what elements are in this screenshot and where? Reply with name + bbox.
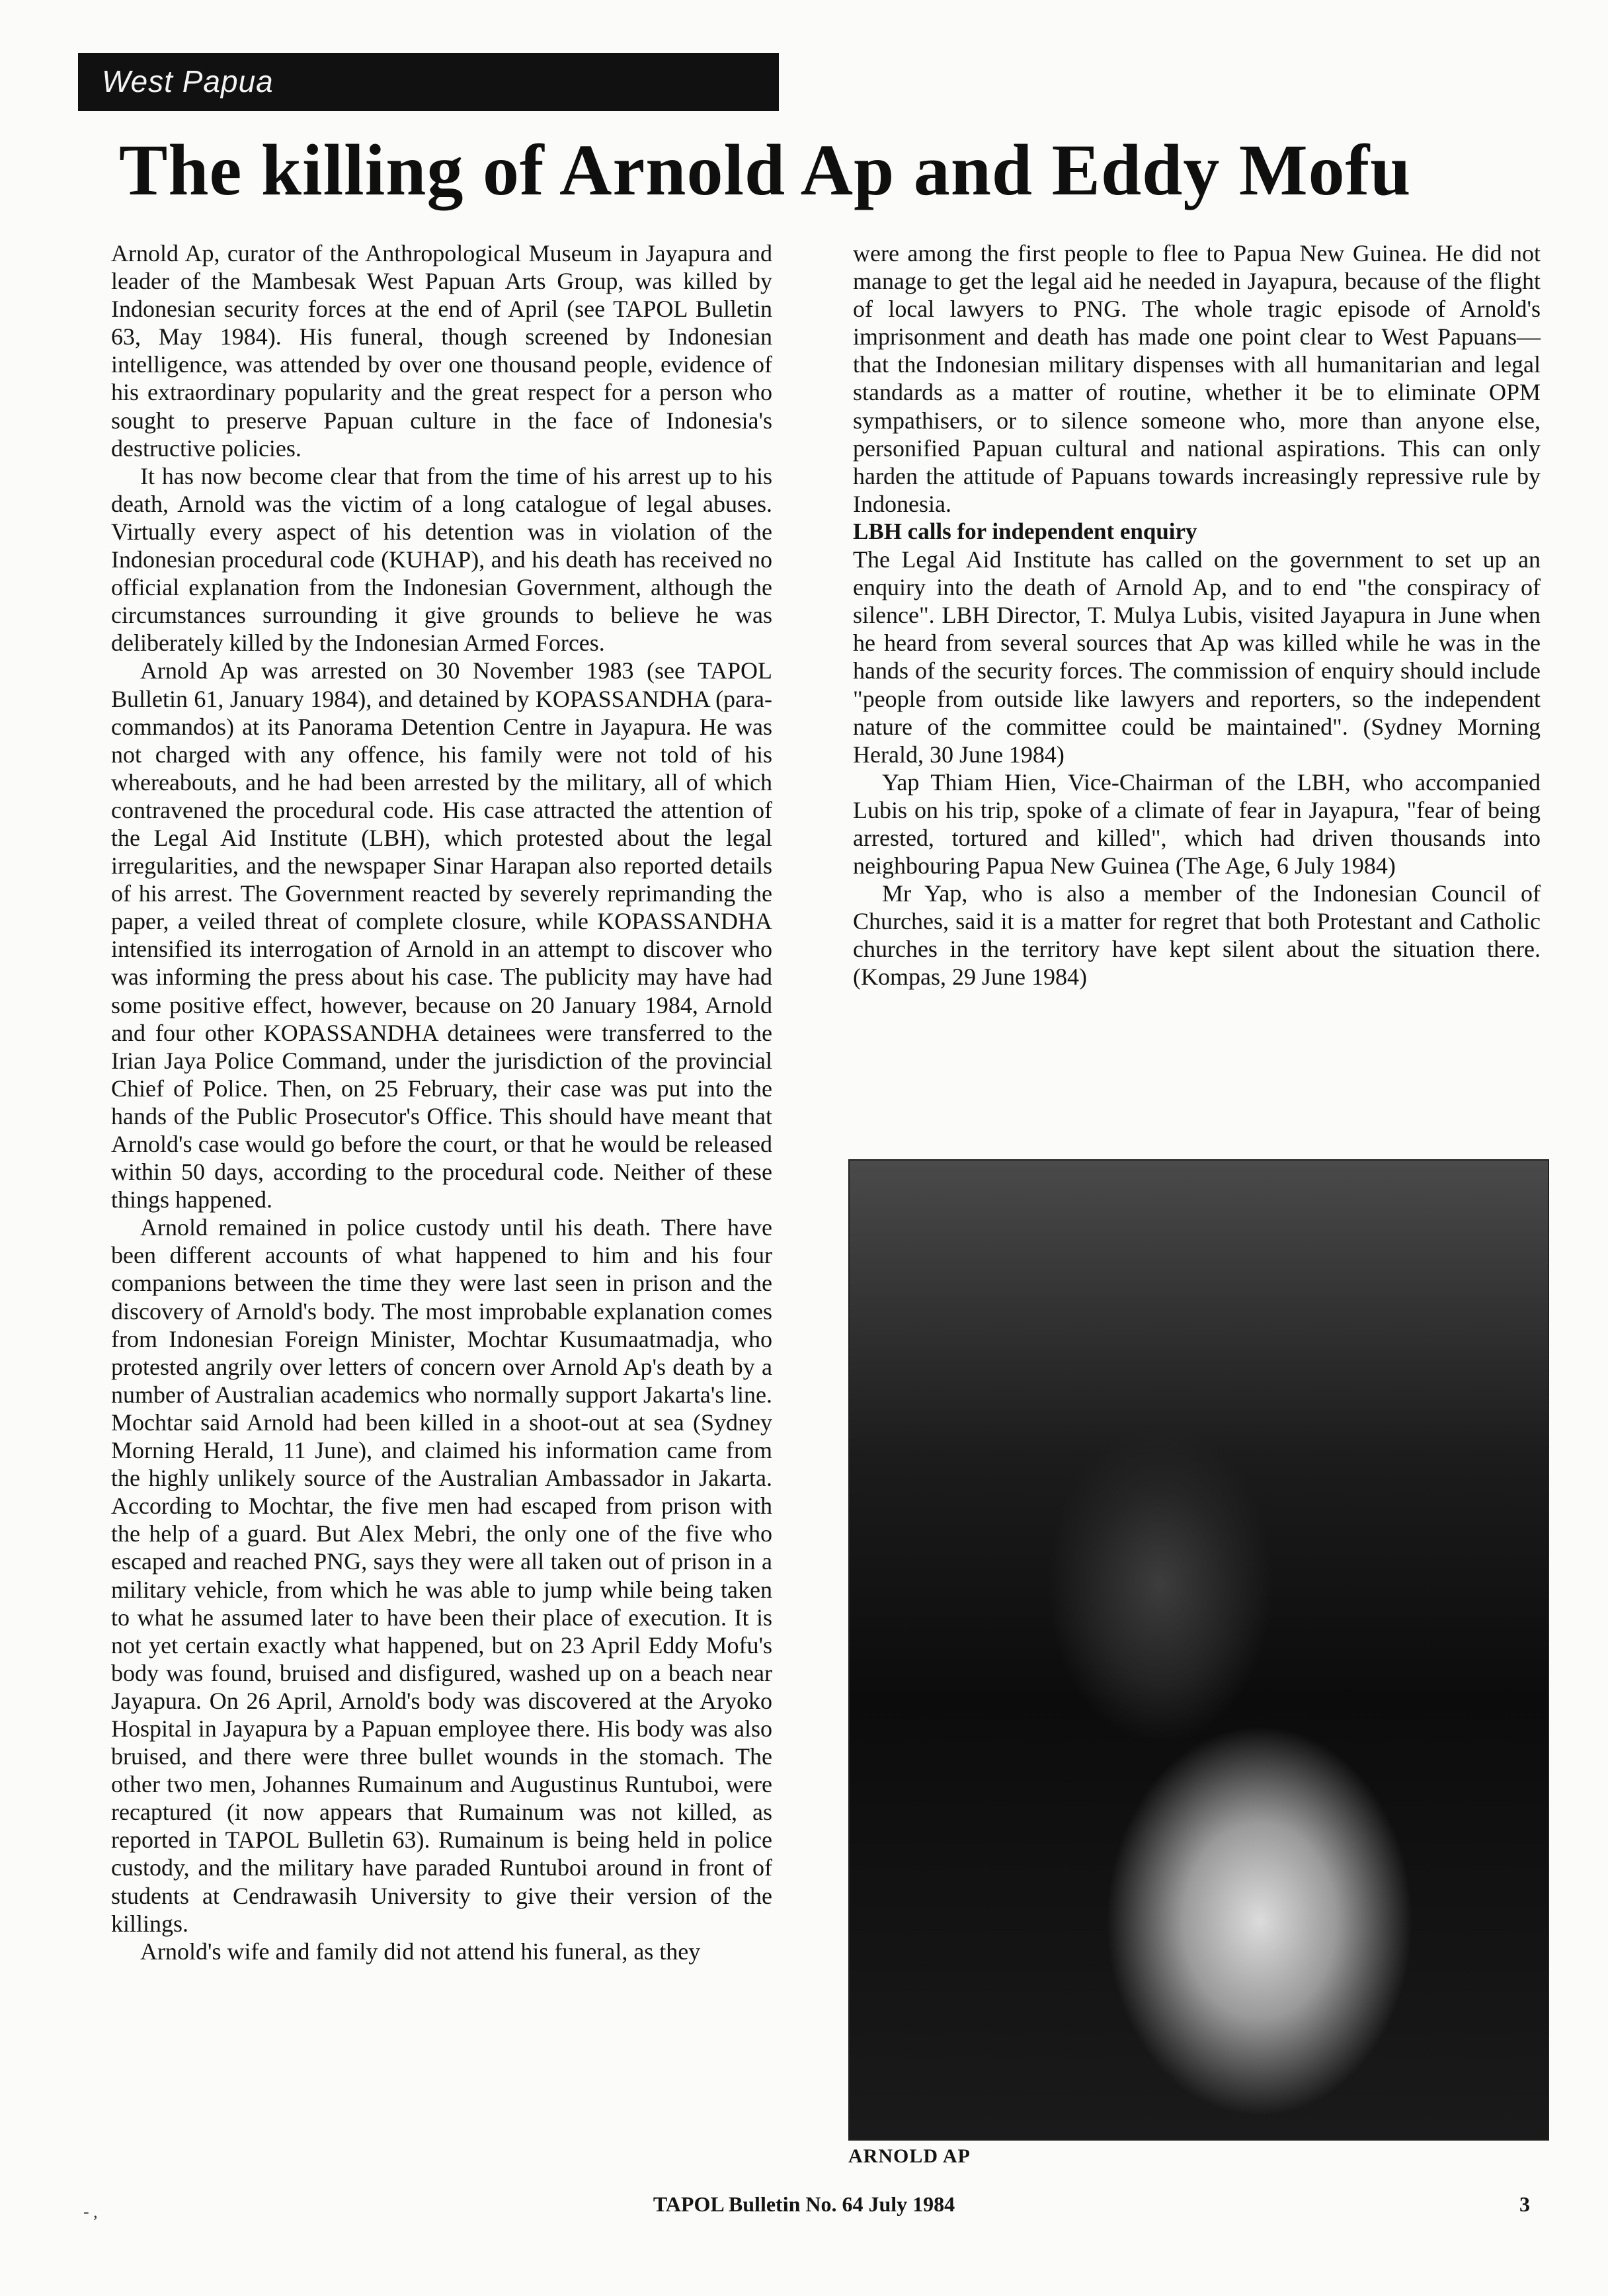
paragraph: Arnold remained in police custody until his death. There have been different accounts of what happened to him and his four companions between the time they were last seen in prison and the discovery of Arnold's body. The most improbable explanation comes from Indonesian Foreign Minister, Mochtar Kusumaatmadja, who protested angrily over letters of concern over Arnold Ap's death by a number of Australian academics who normally support Jakarta's line. Mochtar said Arnold had been killed in a shoot-out at sea (Sydney Morning Herald, 11 June), and claimed his information came from the highly unlikely source of the Australian Ambassador in Jakarta. According to Mochtar, the five men had escaped from prison with the help of a guard. But Alex Mebri, the only one of the five who escaped and reached PNG, says they were all taken out of prison in a military vehicle, from which he was able to jump while being taken to what he assumed later to have been their place of execution. It is not yet certain exactly what happened, but on 23 April Eddy Mofu's body was found, bruised and disfigured, washed up on a beach near Jayapura. On 26 April, Arnold's body was discovered at the Aryoko Hospital in Jayapura by a Papuan employee there. His body was also bruised, and there were three bullet wounds in the stomach. The other two men, Johannes Rumainum and Augustinus Runtuboi, were recaptured (it now appears that Rumainum was not killed, as reported in TAPOL Bulletin 63). Rumainum is being held in police custody, and the military have paraded Runtuboi around in front of students at Cendrawasih University to give their version of the killings. <box>111 1214 772 1937</box>
corner-marks: - , <box>83 2202 98 2221</box>
paragraph: It has now become clear that from the time of his arrest up to his death, Arnold was the victim of a long catalogue of legal abuses. Virtually every aspect of his detention was in violation of the Indonesian procedural code (KUHAP), and his death has received no official explanation from the Indonesian Government, although the circumstances surrounding it give grounds to believe he was deliberately killed by the Indonesian Armed Forces. <box>111 462 772 657</box>
section-label: West Papua <box>102 64 274 99</box>
paragraph: Arnold's wife and family did not attend his funeral, as they <box>140 1938 701 1965</box>
footer-publication: TAPOL Bulletin No. 64 July 1984 <box>653 2192 955 2216</box>
photo-caption: ARNOLD AP <box>848 2145 971 2167</box>
section-banner <box>78 53 779 111</box>
page-number: 3 <box>1519 2192 1530 2216</box>
left-column <box>111 239 772 1965</box>
right-column <box>853 239 1541 991</box>
paragraph: Arnold Ap, curator of the Anthropological Museum in Jayapura and leader of the Mambesak West Papuan Arts Group, was killed by Indonesian security forces at the end of April (see TAPOL Bulletin 63, May 1984). His funeral, though screened by Indonesian intelligence, was attended by over one thousand people, evidence of his extraordinary popularity and the great respect for a person who sought to preserve Papuan culture in the face of Indonesia's destructive policies. <box>111 240 772 462</box>
subheading: LBH calls for independent enquiry <box>853 518 1197 544</box>
paragraph: Mr Yap, who is also a member of the Indonesian Council of Churches, said it is a matter for regret that both Protestant and Catholic churches in the territory have kept silent about the situation there. (Kompas, 29 June 1984) <box>853 880 1541 991</box>
article-headline: The killing of Arnold Ap and Eddy Mofu <box>119 130 1412 210</box>
paragraph: Yap Thiam Hien, Vice-Chairman of the LBH, who accompanied Lubis on his trip, spoke of a climate of fear in Jayapura, "fear of being arrested, tortured and killed", which had driven thousands into neighbouring Papua New Guinea (The Age, 6 July 1984) <box>853 768 1541 880</box>
paragraph: Arnold Ap was arrested on 30 November 1983 (see TAPOL Bulletin 61, January 1984), and detained by KOPASSANDHA (para-commandos) at its Panorama Detention Centre in Jayapura. He was not charged with any offence, his family were not told of his whereabouts, and he had been arrested by the military, all of which contravened the procedural code. His case attracted the attention of the Legal Aid Institute (LBH), which protested about the legal irregularities, and the newspaper Sinar Harapan also reported details of his arrest. The Government reacted by severely reprimanding the paper, a veiled threat of complete closure, while KOPASSANDHA intensified its interrogation of Arnold in an attempt to discover who was informing the press about his case. The publicity may have had some positive effect, however, because on 20 January 1984, Arnold and four other KOPASSANDHA detainees were transferred to the Irian Jaya Police Command, under the jurisdiction of the provincial Chief of Police. Then, on 25 February, their case was put into the hands of the Public Prosecutor's Office. This should have meant that Arnold's case would go before the court, or that he would be released within 50 days, according to the procedural code. Neither of these things happened. <box>111 657 772 1213</box>
paragraph: The Legal Aid Institute has called on the government to set up an enquiry into the death of Arnold Ap, and to end "the conspiracy of silence". LBH Director, T. Mulya Lubis, visited Jayapura in June when he heard from several sources that Ap was killed while he was in the hands of the security forces. The commission of enquiry should include "people from outside like lawyers and reporters, so the independent nature of the committee could be maintained". (Sydney Morning Herald, 30 June 1984) <box>853 546 1541 768</box>
paragraph: were among the first people to flee to Papua New Guinea. He did not manage to get the legal aid he needed in Jayapura, because of the flight of local lawyers to PNG. The whole tragic episode of Arnold's imprisonment and death has made one point clear to West Papuans—that the Indonesian military dispenses with all humanitarian and legal standards as a matter of routine, whether it be to eliminate OPM sympathisers, or to silence someone who, more than anyone else, personified Papuan cultural and national aspirations. This can only harden the attitude of Papuans towards increasingly repressive rule by Indonesia. <box>853 240 1541 517</box>
portrait-photo <box>848 1159 1549 2141</box>
